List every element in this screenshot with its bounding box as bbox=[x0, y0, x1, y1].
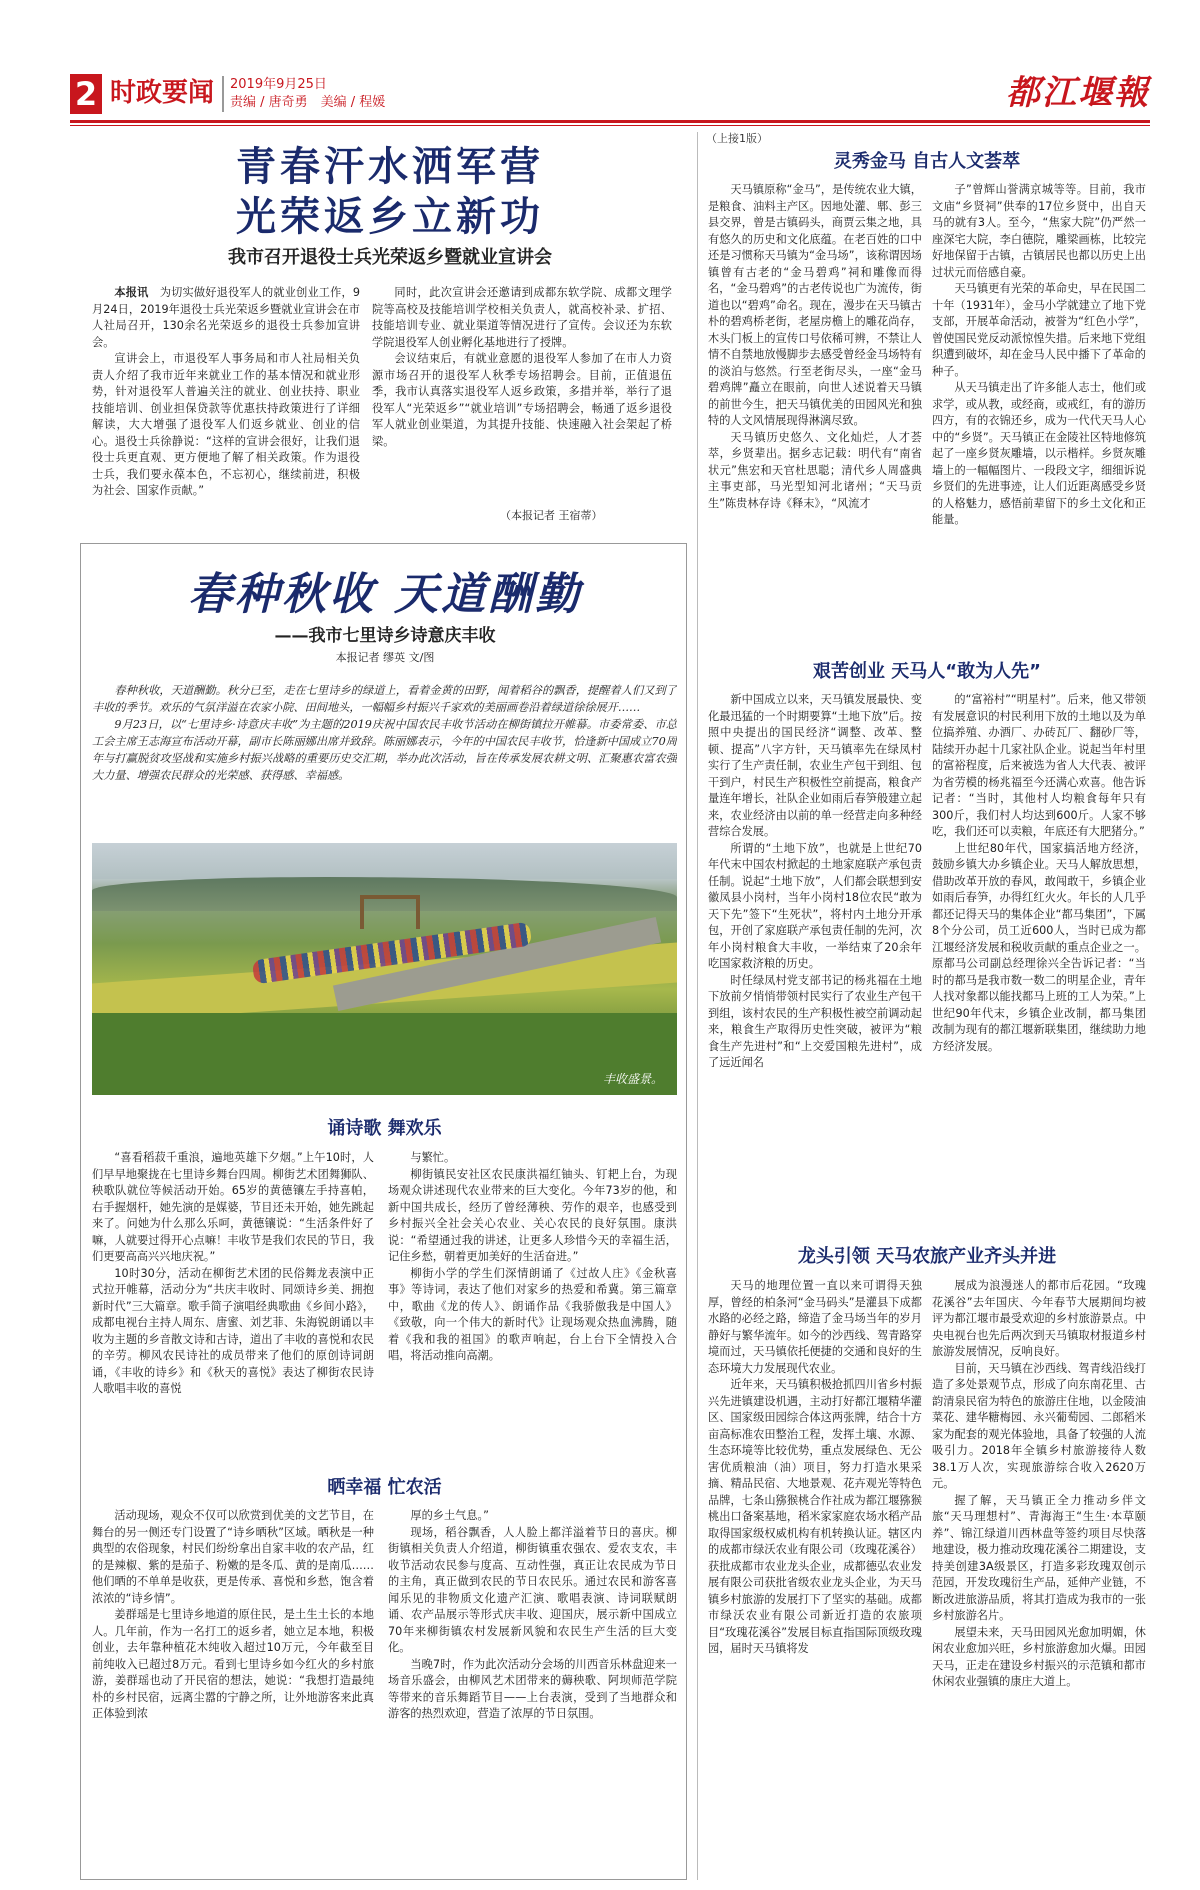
paragraph: 天马镇更有光荣的革命史，早在民国二十年（1931年），金马小学就建立了地下党支部，开展革命活动，被誉为“红色小学”，曾使国民党反动派惊惶失措。后来地下党组织遭到破坏，却在金马人民中播下了革命的种子。 bbox=[932, 282, 1146, 378]
paragraph: 从天马镇走出了许多能人志士，他们或求学，或从教，或经商，或戒红，有的游历四方，有的衣锦还乡，成为一代代天马人心中的“乡贤”。天马镇正在金陵社区特地修筑起了一座乡贤灰雕墙，以示楷样。乡贤灰雕墙上的一幅幅图片、一段段文字，细细诉说乡贤们的先进事迹，让人们近距离感受乡贤的人格魅力，感悟前辈留下的乡土文化和正能量。 bbox=[932, 381, 1146, 526]
photo-caption: 丰收盛景。 bbox=[602, 1072, 663, 1086]
paragraph: 天马镇原称“金马”，是传统农业大镇，是粮食、油料主产区。因地处灌、郫、彭三县交界，曾是古镇码头，商贾云集之地，具有悠久的历史和文化底蕴。在老百姓的口中还是习惯称天马镇为“金马场”，该称谓因场镇曾有古老的“金马碧鸡”祠和雕像而得名，“金马碧鸡”的古老传说也广为流传，街道也以“碧鸡”命名。现在，漫步在天马镇古朴的碧鸡桥老街，老屋房檐上的雕花尚存，木头门板上的宣传口号依稀可辨，不禁让人情不自禁地放慢脚步去感受曾经金马场特有的淡泊与悠然。行至老街尽头，一座“金马碧鸡牌”矗立在眼前，向世人述说着天马镇的前世今生，把天马镇优美的田园风光和独特的人文风情展现得淋漓尽致。 bbox=[708, 183, 922, 427]
continued-tag: （上接1版） bbox=[706, 132, 768, 145]
photo-arch bbox=[360, 895, 420, 929]
paragraph: 10时30分，活动在柳街艺术团的民俗舞龙表演中正式拉开帷幕，活动分为“共庆丰收时、同颂诗乡美、拥抱新时代”三大篇章。歌手简子演唱经典歌曲《乡间小路》，成都电视台主持人周东、唐蜜、刘艺菲、朱海锐朗诵以丰收为主题的乡音散文诗和古诗，道出了丰收的喜悦和农民的辛劳。柳风农民诗社的成员带来了他们的原创诗词朗诵，《丰收的诗乡》和《秋天的喜悦》表达了柳街农民诗人歌唱丰收的喜悦 bbox=[92, 1266, 374, 1395]
article1-subtitle: 我市召开退役士兵光荣返乡暨就业宣讲会 bbox=[228, 247, 552, 268]
paragraph: 柳街镇民安社区农民康洪福红铀头、钉耙上台，为现场观众讲述现代农业带来的巨大变化。今年73岁的他，和新中国共成长，经历了曾经薄秧、劳作的艰辛，也感受到乡村振兴全社会关心农业、关心农民的良好氛围。康洪说：“希望通过我的讲述，让更多人珍惜今天的幸福生活，记住乡愁，朝着更加美好的生活奋进。” bbox=[388, 1167, 677, 1263]
article1-col2 bbox=[372, 285, 672, 507]
paragraph: 子”曾辉山誉满京城等等。目前，我市文庙“乡贤祠”供奉的17位乡贤中，出自天马的就有3人。至今，“焦家大院”仍严然一座深宅大院，李白德院，雕梁画栋，比较完好地保留于古镇，古镇居民也都以历史上出过状元而倍感自豪。 bbox=[932, 183, 1146, 279]
article3-sec3-col1 bbox=[708, 1278, 922, 1878]
page-header bbox=[70, 74, 1150, 116]
paragraph: 展成为浪漫迷人的都市后花园。“玫瑰花溪谷”去年国庆、今年春节大展期间均被评为都江堰市最受欢迎的乡村旅游景点。中央电视台也先后两次到天马镇取材报道乡村旅游发展情况，反响良好。 bbox=[932, 1279, 1146, 1358]
header-rule bbox=[70, 120, 1150, 123]
article3-section1-heading: 灵秀金马 自古人文荟萃 bbox=[833, 151, 1021, 172]
article1-title-line2: 光荣返乡立新功 bbox=[236, 193, 544, 240]
paragraph: 展望未来，天马田园风光愈加明媚，休闲农业愈加兴旺，乡村旅游愈加火爆。田园天马，正走在建设乡村振兴的示范镇和都市休闲农业强镇的康庄大道上。 bbox=[932, 1625, 1146, 1688]
header-rule-thin bbox=[70, 125, 1150, 126]
paragraph: 与繁忙。 bbox=[410, 1151, 456, 1164]
article3-sec1-col2 bbox=[932, 182, 1146, 652]
harvest-photo bbox=[92, 843, 677, 1095]
paragraph: 姜群瑶是七里诗乡地道的原住民，是土生土长的本地人。几年前，作为一名打工的返乡者，她立足本地，积极创业，去年靠种植花木纯收入超过10万元，今年截至目前纯收入已超过8万元。看到七里诗乡如今红火的乡村旅游，姜群瑶也动了开民宿的想法，她说：“我想打造最纯朴的乡村民宿，远离尘嚣的宁静之所，让外地游客来此真正体验到浓 bbox=[92, 1608, 374, 1720]
issue-date: 2019年9月25日 bbox=[230, 77, 327, 92]
paragraph: 为切实做好退役军人的就业创业工作，9月24日，2019年退役士兵光荣返乡暨就业宣讲会在市人社局召开，130余名光荣返乡的退役士兵参加宣讲会。 bbox=[92, 286, 360, 349]
page-number: 2 bbox=[70, 74, 102, 114]
photo-green-field bbox=[92, 1013, 677, 1095]
photo-sky bbox=[92, 843, 677, 879]
paragraph: 握了解，天马镇正全力推动乡伴文旅“天马理想村”、青海海王“生生·本草颐养”、锦江绿道川西林盘等签约项目尽快落地建设，极力推动玫瑰花溪谷二期建设，支持美创建3A级景区，打造多彩玫瑰双创示范园，开发玫瑰衍生产品，延伸产业链，不断改进旅游品质，将其打造成为我市的一张乡村旅游名片。 bbox=[932, 1493, 1146, 1622]
article2-author: 本报记者 缪英 文/图 bbox=[335, 651, 435, 664]
paragraph: 新中国成立以来，天马镇发展最快、变化最迅猛的一个时期要算“土地下放”后。按照中央提出的国民经济“调整、改革、整顿、提高”八字方针，天马镇率先在绿凤村实行了生产责任制，农业生产包干到组、包干到户，村民生产积极性空前提高，粮食产量连年增长，社队企业如雨后春笋般建立起来，农业经济由以前的单一经营走向多种经营综合发展。 bbox=[708, 693, 922, 838]
article3-sec3-col2 bbox=[932, 1278, 1146, 1878]
paragraph: 天马镇历史悠久、文化灿烂，人才荟萃，乡贤辈出。据乡志记载：明代有“南省状元”焦宏和天官杜思聪；清代乡人周盛典主事吏部，马光型知河北诸州；“天马贡生”陈贵林存诗《释末》，“风流才 bbox=[708, 430, 922, 510]
section-title: 时政要闻 bbox=[110, 78, 215, 108]
paragraph: 宣讲会上，市退役军人事务局和市人社局相关负责人介绍了我市近年来就业工作的基本情况和就业形势，针对退役军人普遍关注的就业、创业扶持、职业技能培训、创业担保贷款等优惠扶持政策进行了详细解读，大大增强了退役军人们返乡就业、创业的信心。退役士兵徐静说：“这样的宣讲会很好，让我们退役士兵更直观、更方便地了解了相关政策。作为退役士兵，我们要永葆本色，不忘初心，继续前进，积极为社会、国家作贡献。” bbox=[92, 352, 360, 497]
article1-col1 bbox=[92, 285, 360, 507]
editor-credits: 责编 / 唐奇勇 美编 / 程媛 bbox=[230, 95, 386, 110]
paragraph: 当晚7时，作为此次活动分会场的川西音乐林盘迎来一场音乐盛会，由柳风艺术团带来的薅秧歌、阿坝师范学院等带来的音乐舞蹈节目——上台表演，受到了当地群众和游客的热烈欢迎，营造了浓厚的节日氛围。 bbox=[388, 1657, 677, 1720]
paragraph: 9月23日，以“七里诗乡·诗意庆丰收”为主题的2019庆祝中国农民丰收节活动在柳街镇拉开帷幕。市委常委、市总工会主席王志海宣布活动开幕，副市长陈丽娜出席并致辞。陈丽娜表示，今年的中国农民丰收节，恰逢新中国成立70周年与打赢脱贫攻坚战和实施乡村振兴战略的重要历史交汇期，举办此次活动，旨在传承发展农耕文明、汇聚惠农富农强大力量、增强农民群众的光荣感、获得感、幸福感。 bbox=[92, 718, 677, 782]
article2-subtitle: ——我市七里诗乡诗意庆丰收 bbox=[274, 626, 496, 646]
paragraph: 天马的地理位置一直以来可谓得天独厚，曾经的柏条河“金马码头”是灌县下成都水路的必经之路，缔造了金马场当年的岁月静好与繁华流年。如今的沙西线、驾青路穿境而过，天马镇依托便捷的交通和良好的生态环境大力发展现代农业。 bbox=[708, 1279, 922, 1375]
paragraph: 活动现场，观众不仅可以欣赏到优美的文艺节目，在舞台的另一侧还专门设置了“诗乡晒秋”区域。晒秋是一种典型的农俗现象，村民们纷纷拿出自家丰收的农产品，红的是辣椒、紫的是茄子、粉嫩的是冬瓜、黄的是南瓜……他们晒的不单单是收获，更是传承、喜悦和乡愁，饱含着浓浓的“诗乡情”。 bbox=[92, 1509, 374, 1605]
article2-title: 春种秋收 天道酬勤 bbox=[187, 569, 583, 620]
paragraph: 柳街小学的学生们深情朗诵了《过故人庄》《金秋喜事》等诗词，表达了他们对家乡的热爱和希冀。第三篇章中，歌曲《龙的传人》、朗诵作品《我骄傲我是中国人》《致敬，向一个伟大的新时代》让现场观众热血沸腾，随着《我和我的祖国》的歌声响起，台上台下全情投入合唱，将活动推向高潮。 bbox=[388, 1266, 677, 1362]
paragraph: 同时，此次宣讲会还邀请到成都东软学院、成都文理学院等高校及技能培训学校相关负责人，就高校补录、扩招、技能培训专业、就业渠道等情况进行了宣传。会议还为东软学院退役军人创业孵化基地进行了授牌。 bbox=[372, 286, 672, 349]
article2-sec1-col2 bbox=[388, 1150, 677, 1472]
article2-section1-heading: 诵诗歌 舞欢乐 bbox=[327, 1118, 442, 1139]
paragraph: 的“富裕村”“明星村”。后来，他又带领有发展意识的村民利用下放的土地以及为单位搞养殖、办酒厂、办砖瓦厂、翻砂厂等，陆续开办起十几家社队企业。说起当年村里的富裕程度，后来被选为省人大代表、被评为省劳模的杨兆福至今还满心欢喜。他告诉记者：“当时，其他村人均粮食每年只有300斤，我们村人均达到600斤。人家不够吃，我们还可以卖粮，年底还有大肥猪分。” bbox=[932, 693, 1146, 838]
paragraph: 时任绿凤村党支部书记的杨兆福在土地下放前夕悄悄带领村民实行了农业生产包干到组，该村农民的生产积极性被空前调动起来，粮食生产取得历史性突破，被评为“粮食生产先进村”和“上交爱国粮先进村”，成了远近闻名 bbox=[708, 973, 922, 1069]
article2-sec2-col1 bbox=[92, 1508, 374, 1874]
paragraph: 现场，稻谷飘香，人人脸上都洋溢着节日的喜庆。柳街镇相关负责人介绍道，柳街镇重农强农、爱农支农，丰收节活动农民参与度高、互动性强，真正让农民成为节日的主角，真正做到农民的节日农民乐。通过农民和游客喜闻乐见的非物质文化遗产汇演、歌唱表演、诗词联赋朗诵、农产品展示等形式庆丰收、迎国庆，展示新中国成立70年来柳街镇农村发展新风貌和农民生产生活的巨大变化。 bbox=[388, 1525, 677, 1654]
article3-sec2-col2 bbox=[932, 692, 1146, 1238]
paragraph: 厚的乡土气息。” bbox=[410, 1509, 489, 1522]
header-divider bbox=[222, 76, 224, 112]
article3-section2-heading: 艰苦创业 天马人“敢为人先” bbox=[813, 661, 1041, 682]
lead-label: 本报讯 bbox=[114, 286, 149, 299]
newspaper-logo: 都江堰報 bbox=[1006, 73, 1150, 113]
paragraph: 近年来，天马镇积极抢抓四川省乡村振兴先进镇建设机遇，主动打好都江堰精华灌区、国家级田园综合体这两张牌，结合十方亩高标准农田整治工程，发挥土壤、水源、生态环境等比较优势，重点发展绿色、无公害优质粮油（油）项目，努力打造水果采摘、精品民宿、大地景观、花卉观光等特色品牌，七条山猕猴桃合作社成为都江堰猕猴桃出口备案基地，稻米家家庭农场水稻产品取得国家级权威机构有机转换认证。辖区内的成都市绿沃农业有限公司（玫瑰花溪谷）获批成都市农业龙头企业，成都德弘农业发展有限公司获批省级农业龙头企业，为天马镇乡村旅游的发展打下了坚实的基础。成都市绿沃农业有限公司新近打造的农旅项目“玫瑰花溪谷”发展目标直指国际顶级玫瑰园，届时天马镇将发 bbox=[708, 1378, 922, 1655]
article1-byline: （本报记者 王宿蒂） bbox=[500, 509, 603, 522]
column-divider bbox=[697, 132, 698, 1880]
paragraph: 目前，天马镇在沙西线、驾青线沿线打造了多处景观节点，形成了向东南花里、古韵清泉民宿为特色的旅游庄住地，以金陵油菜花、建华糖梅园、永兴葡萄园、二郎稻米家为配套的观光体验地，具备了较强的人流吸引力。2018年全镇乡村旅游接待人数38.1万人次，实现旅游综合收入2620万元。 bbox=[932, 1361, 1146, 1490]
article3-sec2-col1 bbox=[708, 692, 922, 1238]
paragraph: 春种秋收，天道酬勤。秋分已至，走在七里诗乡的绿道上，看着金黄的田野，闻着稻谷的飘香，提醒着人们又到了丰收的季节。欢乐的气氛洋溢在农家小院、田间地头，一幅幅乡村振兴千家欢的美丽画卷沿着绿道徐徐展开…… bbox=[92, 684, 677, 714]
paragraph: 会议结束后，有就业意愿的退役军人参加了在市人力资源市场召开的退役军人秋季专场招聘会。目前，正值退伍季，我市认真落实退役军人返乡政策，多措并举，举行了退役军人“光荣返乡”“就业培训”专场招聘会，畅通了返乡退役军人就业创业渠道，为其提升技能、快速融入社会架起了桥梁。 bbox=[372, 352, 672, 448]
article3-sec1-col1 bbox=[708, 182, 922, 652]
article2-section2-heading: 晒幸福 忙农活 bbox=[327, 1477, 442, 1498]
article1-title-line1: 青春汗水洒军营 bbox=[236, 143, 544, 190]
paragraph: “喜看稻菽千重浪，遍地英雄下夕烟。”上午10时，人们早早地聚拢在七里诗乡舞台四周。柳街艺术团舞狮队、秧歌队就位等候活动开始。65岁的黄德镶左手持喜帕，右手握烟杆，她先演的是媒婆，节目还未开始，她先跳起来了。问她为什么那么乐呵，黄德镶说：“生活条件好了嘛，人就要过得开心点嘛！丰收节是我们农民的节日，我们更要高高兴兴地庆祝。” bbox=[92, 1151, 374, 1263]
article2-sec2-col2 bbox=[388, 1508, 677, 1874]
paragraph: 上世纪80年代，国家搞活地方经济，鼓励乡镇大办乡镇企业。天马人解放思想，借助改革开放的春风，敢闯敢干，乡镇企业如雨后春笋，办得红红火火。年长的人几乎都还记得天马的集体企业“都马集团”，下属8个分公司，员工近600人，当时已成为都江堰经济发展和税收贡献的重点企业之一。原都马公司副总经理徐兴全告诉记者：“当时的都马是我市数一数二的明星企业，青年人找对象都以能找都马上班的工人为荣。”上世纪90年代末，乡镇企业改制，都马集团改制为现有的都江堰新联集团，继续助力地方经济发展。 bbox=[932, 841, 1146, 1053]
article2-sec1-col1 bbox=[92, 1150, 374, 1472]
article3-section3-heading: 龙头引领 天马农旅产业齐头并进 bbox=[797, 1246, 1057, 1267]
article2-intro bbox=[92, 682, 677, 838]
paragraph: 所谓的“土地下放”，也就是上世纪70年代末中国农村掀起的土地家庭联产承包责任制。说起“土地下放”，人们都会联想到安徽凤县小岗村，当年小岗村18位农民“敢为天下先”签下“生死状”，将村内土地分开承包，开创了家庭联产承包责任制的先河，次年小岗村粮食大丰收，一举结束了20余年吃国家救济粮的历史。 bbox=[708, 841, 922, 970]
